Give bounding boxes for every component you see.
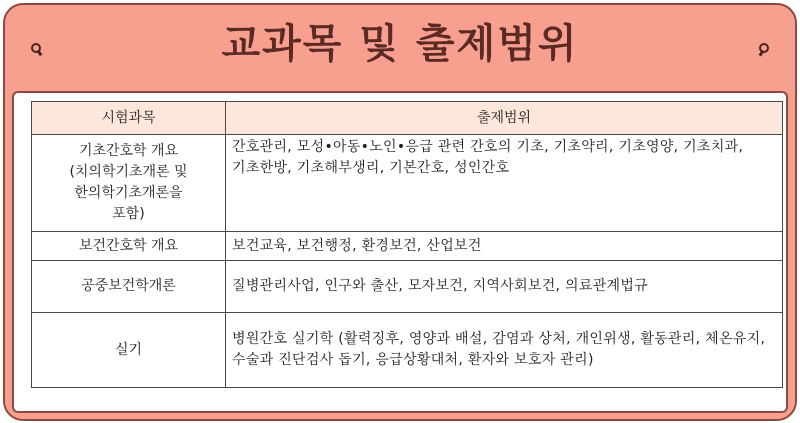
table-row xyxy=(32,313,783,388)
column-header-subject: 시험과목 xyxy=(32,102,226,135)
table-header-row xyxy=(32,102,783,135)
table-row xyxy=(32,232,783,261)
content-panel xyxy=(12,91,788,413)
subject-cell: 보건간호학 개요 xyxy=(32,232,226,261)
range-cell: 질병관리사업, 인구와 출산, 모자보건, 지역사회보건, 의료관계법규 xyxy=(226,261,783,313)
header-card xyxy=(3,3,797,421)
page-title: 교과목 및 출제범위 xyxy=(221,21,579,67)
exam-scope-table xyxy=(31,101,783,388)
subject-cell: 기초간호학 개요 (치의학기초개론 및 한의학기초개론을 포함) xyxy=(32,135,226,232)
subject-cell: 공중보건학개론 xyxy=(32,261,226,313)
subject-cell: 실기 xyxy=(32,313,226,388)
range-cell: 간호관리, 모성•아동•노인•응급 관련 간호의 기초, 기초약리, 기초영양, 기초치과, 기초한방, 기초해부생리, 기본간호, 성인간호 xyxy=(226,135,783,232)
column-header-range: 출제범위 xyxy=(226,102,783,135)
table-row xyxy=(32,135,783,232)
range-cell: 병원간호 실기학 (활력징후, 영양과 배설, 감염과 상처, 개인위생, 활동관리, 체온유지, 수술과 진단검사 돕기, 응급상황대처, 환자와 보호자 관리) xyxy=(226,313,783,388)
pin-icon-right xyxy=(759,43,769,53)
table-row xyxy=(32,261,783,313)
range-cell: 보건교육, 보건행정, 환경보건, 산업보건 xyxy=(226,232,783,261)
